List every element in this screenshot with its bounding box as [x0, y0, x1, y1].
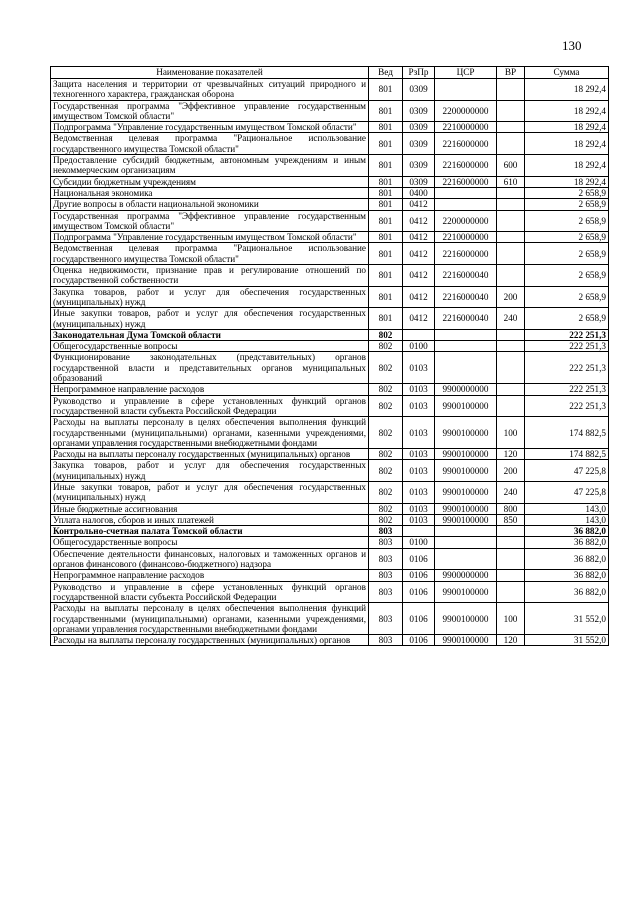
cell-ved: 801 — [369, 155, 403, 177]
header-vr: ВР — [497, 67, 525, 79]
cell-rzpr: 0103 — [403, 417, 435, 449]
cell-name: Уплата налогов, сборов и иных платежей — [51, 514, 369, 525]
table-row — [51, 210, 609, 232]
cell-rzpr: 0412 — [403, 210, 435, 232]
cell-ved: 802 — [369, 417, 403, 449]
cell-ved: 803 — [369, 548, 403, 570]
cell-vr: 120 — [497, 449, 525, 460]
table-row — [51, 265, 609, 287]
cell-csr: 2216000000 — [435, 176, 497, 187]
table-header-row — [51, 67, 609, 79]
cell-sum: 18 292,4 — [525, 133, 609, 155]
table-row — [51, 514, 609, 525]
cell-sum: 2 658,9 — [525, 308, 609, 330]
cell-csr — [435, 352, 497, 384]
cell-name: Закупка товаров, работ и услуг для обеспечения государственных (муниципальных) нужд — [51, 286, 369, 308]
cell-ved: 802 — [369, 352, 403, 384]
cell-ved: 802 — [369, 384, 403, 395]
cell-sum: 143,0 — [525, 503, 609, 514]
cell-ved: 803 — [369, 581, 403, 603]
cell-vr — [497, 329, 525, 340]
cell-ved: 801 — [369, 265, 403, 287]
cell-ved: 801 — [369, 308, 403, 330]
cell-csr: 9900100000 — [435, 503, 497, 514]
cell-vr — [497, 199, 525, 210]
table-row — [51, 460, 609, 482]
cell-sum: 143,0 — [525, 514, 609, 525]
cell-sum: 18 292,4 — [525, 176, 609, 187]
table-body — [51, 79, 609, 646]
cell-csr: 9900100000 — [435, 449, 497, 460]
cell-vr — [497, 526, 525, 537]
table-row — [51, 417, 609, 449]
cell-ved: 802 — [369, 503, 403, 514]
cell-rzpr: 0103 — [403, 481, 435, 503]
cell-name: Ведомственная целевая программа "Рациональное использование государственного имущества Томской области" — [51, 243, 369, 265]
cell-csr: 9900000000 — [435, 570, 497, 581]
cell-vr: 100 — [497, 603, 525, 635]
cell-sum: 174 882,5 — [525, 449, 609, 460]
cell-rzpr: 0412 — [403, 286, 435, 308]
table-row — [51, 243, 609, 265]
cell-csr — [435, 187, 497, 198]
cell-vr — [497, 210, 525, 232]
cell-sum: 222 251,3 — [525, 329, 609, 340]
cell-rzpr: 0103 — [403, 395, 435, 417]
cell-csr: 9900100000 — [435, 635, 497, 646]
table-row — [51, 100, 609, 122]
cell-rzpr: 0103 — [403, 449, 435, 460]
cell-name: Подпрограмма "Управление государственным имуществом Томской области" — [51, 232, 369, 243]
cell-sum: 36 882,0 — [525, 570, 609, 581]
cell-sum: 47 225,8 — [525, 460, 609, 482]
cell-ved: 803 — [369, 537, 403, 548]
header-name: Наименование показателей — [51, 67, 369, 79]
cell-rzpr: 0412 — [403, 199, 435, 210]
cell-vr: 240 — [497, 481, 525, 503]
cell-name: Общегосударственные вопросы — [51, 537, 369, 548]
cell-vr — [497, 187, 525, 198]
cell-rzpr: 0309 — [403, 133, 435, 155]
table-row — [51, 199, 609, 210]
cell-sum: 2 658,9 — [525, 286, 609, 308]
cell-rzpr: 0106 — [403, 570, 435, 581]
cell-csr: 9900100000 — [435, 481, 497, 503]
cell-name: Иные бюджетные ассигнования — [51, 503, 369, 514]
cell-name: Субсидии бюджетным учреждениям — [51, 176, 369, 187]
cell-ved: 802 — [369, 460, 403, 482]
cell-sum: 36 882,0 — [525, 581, 609, 603]
table-row — [51, 603, 609, 635]
cell-csr — [435, 548, 497, 570]
cell-ved: 802 — [369, 514, 403, 525]
cell-sum: 18 292,4 — [525, 155, 609, 177]
cell-ved: 801 — [369, 133, 403, 155]
cell-vr: 800 — [497, 503, 525, 514]
cell-rzpr: 0103 — [403, 514, 435, 525]
cell-vr — [497, 265, 525, 287]
table-row — [51, 384, 609, 395]
page-number: 130 — [562, 38, 582, 53]
table-row — [51, 341, 609, 352]
cell-ved: 802 — [369, 449, 403, 460]
cell-sum: 222 251,3 — [525, 341, 609, 352]
cell-name: Общегосударственные вопросы — [51, 341, 369, 352]
cell-name: Руководство и управление в сфере установленных функций органов государственной власти субъекта Российской Федерации — [51, 395, 369, 417]
cell-rzpr: 0412 — [403, 308, 435, 330]
cell-rzpr: 0103 — [403, 460, 435, 482]
cell-sum: 31 552,0 — [525, 603, 609, 635]
cell-rzpr: 0309 — [403, 176, 435, 187]
table-row — [51, 308, 609, 330]
table-row — [51, 570, 609, 581]
cell-name: Руководство и управление в сфере установленных функций органов государственной власти субъекта Российской Федерации — [51, 581, 369, 603]
cell-sum: 2 658,9 — [525, 232, 609, 243]
cell-ved: 802 — [369, 329, 403, 340]
cell-vr: 200 — [497, 286, 525, 308]
cell-sum: 2 658,9 — [525, 210, 609, 232]
cell-csr: 2216000040 — [435, 308, 497, 330]
cell-rzpr: 0309 — [403, 155, 435, 177]
cell-name: Иные закупки товаров, работ и услуг для обеспечения государственных (муниципальных) нужд — [51, 308, 369, 330]
cell-name: Государственная программа "Эффективное управление государственным имуществом Томской области" — [51, 210, 369, 232]
cell-sum: 174 882,5 — [525, 417, 609, 449]
table-row — [51, 581, 609, 603]
cell-csr: 2210000000 — [435, 232, 497, 243]
cell-vr — [497, 232, 525, 243]
cell-ved: 802 — [369, 341, 403, 352]
cell-ved: 801 — [369, 199, 403, 210]
cell-rzpr: 0100 — [403, 341, 435, 352]
cell-name: Контрольно-счетная палата Томской области — [51, 526, 369, 537]
cell-rzpr: 0103 — [403, 503, 435, 514]
cell-name: Расходы на выплаты персоналу государственных (муниципальных) органов — [51, 449, 369, 460]
cell-name: Подпрограмма "Управление государственным имуществом Томской области" — [51, 122, 369, 133]
cell-vr — [497, 537, 525, 548]
cell-sum: 222 251,3 — [525, 395, 609, 417]
header-rzpr: РзПр — [403, 67, 435, 79]
cell-csr: 9900100000 — [435, 460, 497, 482]
cell-ved: 803 — [369, 570, 403, 581]
cell-rzpr — [403, 526, 435, 537]
cell-vr: 120 — [497, 635, 525, 646]
cell-ved: 801 — [369, 243, 403, 265]
cell-csr — [435, 199, 497, 210]
cell-csr: 2216000040 — [435, 265, 497, 287]
cell-sum: 36 882,0 — [525, 537, 609, 548]
table-row — [51, 286, 609, 308]
cell-csr: 9900100000 — [435, 514, 497, 525]
header-csr: ЦСР — [435, 67, 497, 79]
cell-vr — [497, 570, 525, 581]
cell-vr — [497, 352, 525, 384]
cell-csr: 2210000000 — [435, 122, 497, 133]
cell-name: Защита населения и территории от чрезвычайных ситуаций природного и техногенного характера, гражданская оборона — [51, 79, 369, 101]
cell-rzpr: 0103 — [403, 352, 435, 384]
cell-ved: 801 — [369, 286, 403, 308]
cell-sum: 2 658,9 — [525, 187, 609, 198]
cell-rzpr: 0103 — [403, 384, 435, 395]
table-row — [51, 187, 609, 198]
cell-rzpr: 0100 — [403, 537, 435, 548]
cell-ved: 801 — [369, 100, 403, 122]
cell-name: Расходы на выплаты персоналу в целях обеспечения выполнения функций государственными (муниципальными) органами, казенными учреждениями, органами управления государственными внебюджетными фондами — [51, 417, 369, 449]
cell-rzpr: 0309 — [403, 79, 435, 101]
cell-vr — [497, 548, 525, 570]
cell-csr — [435, 341, 497, 352]
cell-name: Другие вопросы в области национальной экономики — [51, 199, 369, 210]
cell-sum: 18 292,4 — [525, 122, 609, 133]
table-row — [51, 133, 609, 155]
cell-ved: 801 — [369, 122, 403, 133]
cell-csr: 2216000000 — [435, 155, 497, 177]
table-row — [51, 449, 609, 460]
table-row — [51, 155, 609, 177]
cell-vr: 610 — [497, 176, 525, 187]
cell-ved: 801 — [369, 210, 403, 232]
cell-rzpr: 0309 — [403, 122, 435, 133]
cell-csr — [435, 329, 497, 340]
cell-vr — [497, 122, 525, 133]
cell-name: Национальная экономика — [51, 187, 369, 198]
cell-ved: 801 — [369, 187, 403, 198]
cell-name: Функционирование законодательных (представительных) органов государственной власти и представительных органов муниципальных образований — [51, 352, 369, 384]
cell-rzpr: 0412 — [403, 265, 435, 287]
cell-sum: 2 658,9 — [525, 199, 609, 210]
table-row — [51, 122, 609, 133]
cell-csr: 9900100000 — [435, 581, 497, 603]
cell-csr: 2216000000 — [435, 243, 497, 265]
cell-vr: 100 — [497, 417, 525, 449]
cell-sum: 222 251,3 — [525, 384, 609, 395]
cell-rzpr: 0309 — [403, 100, 435, 122]
cell-name: Непрограммное направление расходов — [51, 570, 369, 581]
cell-vr — [497, 243, 525, 265]
cell-vr — [497, 581, 525, 603]
table-row — [51, 537, 609, 548]
table-row — [51, 232, 609, 243]
cell-name: Расходы на выплаты персоналу в целях обеспечения выполнения функций государственными (муниципальными) органами, казенными учреждениями, органами управления государственными внебюджетными фондами — [51, 603, 369, 635]
cell-rzpr: 0400 — [403, 187, 435, 198]
cell-csr: 2216000000 — [435, 133, 497, 155]
cell-sum: 31 552,0 — [525, 635, 609, 646]
cell-vr — [497, 133, 525, 155]
cell-vr: 240 — [497, 308, 525, 330]
cell-vr — [497, 384, 525, 395]
header-sum: Сумма — [525, 67, 609, 79]
cell-name: Государственная программа "Эффективное управление государственным имуществом Томской области" — [51, 100, 369, 122]
cell-name: Расходы на выплаты персоналу государственных (муниципальных) органов — [51, 635, 369, 646]
cell-ved: 801 — [369, 232, 403, 243]
cell-ved: 802 — [369, 395, 403, 417]
header-ved: Вед — [369, 67, 403, 79]
cell-ved: 803 — [369, 526, 403, 537]
cell-vr — [497, 395, 525, 417]
cell-csr: 2200000000 — [435, 210, 497, 232]
table-row — [51, 635, 609, 646]
cell-ved: 803 — [369, 603, 403, 635]
cell-rzpr: 0106 — [403, 635, 435, 646]
cell-rzpr — [403, 329, 435, 340]
cell-vr: 600 — [497, 155, 525, 177]
cell-name: Непрограммное направление расходов — [51, 384, 369, 395]
cell-csr — [435, 79, 497, 101]
cell-name: Иные закупки товаров, работ и услуг для обеспечения государственных (муниципальных) нужд — [51, 481, 369, 503]
cell-vr — [497, 341, 525, 352]
table-row — [51, 79, 609, 101]
cell-ved: 801 — [369, 176, 403, 187]
cell-sum: 18 292,4 — [525, 100, 609, 122]
table-row — [51, 526, 609, 537]
cell-rzpr: 0106 — [403, 581, 435, 603]
cell-vr: 850 — [497, 514, 525, 525]
table-row — [51, 548, 609, 570]
cell-rzpr: 0412 — [403, 232, 435, 243]
cell-sum: 36 882,0 — [525, 526, 609, 537]
cell-rzpr: 0412 — [403, 243, 435, 265]
cell-csr: 9900100000 — [435, 417, 497, 449]
cell-csr: 9900000000 — [435, 384, 497, 395]
cell-rzpr: 0106 — [403, 603, 435, 635]
table-row — [51, 176, 609, 187]
cell-ved: 803 — [369, 635, 403, 646]
cell-vr — [497, 79, 525, 101]
cell-name: Обеспечение деятельности финансовых, налоговых и таможенных органов и органов финансового (финансово-бюджетного) надзора — [51, 548, 369, 570]
cell-csr — [435, 526, 497, 537]
cell-name: Закупка товаров, работ и услуг для обеспечения государственных (муниципальных) нужд — [51, 460, 369, 482]
cell-csr — [435, 537, 497, 548]
cell-sum: 222 251,3 — [525, 352, 609, 384]
table-row — [51, 352, 609, 384]
cell-csr: 2216000040 — [435, 286, 497, 308]
cell-sum: 2 658,9 — [525, 265, 609, 287]
budget-table — [50, 66, 609, 646]
cell-sum: 18 292,4 — [525, 79, 609, 101]
cell-sum: 47 225,8 — [525, 481, 609, 503]
cell-vr: 200 — [497, 460, 525, 482]
cell-name: Ведомственная целевая программа "Рациональное использование государственного имущества Томской области" — [51, 133, 369, 155]
cell-rzpr: 0106 — [403, 548, 435, 570]
table-row — [51, 395, 609, 417]
cell-name: Оценка недвижимости, признание прав и регулирование отношений по государственной собственности — [51, 265, 369, 287]
cell-csr: 2200000000 — [435, 100, 497, 122]
cell-csr: 9900100000 — [435, 395, 497, 417]
cell-ved: 801 — [369, 79, 403, 101]
cell-sum: 36 882,0 — [525, 548, 609, 570]
table-row — [51, 481, 609, 503]
cell-csr: 9900100000 — [435, 603, 497, 635]
cell-ved: 802 — [369, 481, 403, 503]
table-row — [51, 503, 609, 514]
cell-name: Законодательная Дума Томской области — [51, 329, 369, 340]
cell-vr — [497, 100, 525, 122]
table-row — [51, 329, 609, 340]
cell-sum: 2 658,9 — [525, 243, 609, 265]
cell-name: Предоставление субсидий бюджетным, автономным учреждениям и иным некоммерческим организациям — [51, 155, 369, 177]
